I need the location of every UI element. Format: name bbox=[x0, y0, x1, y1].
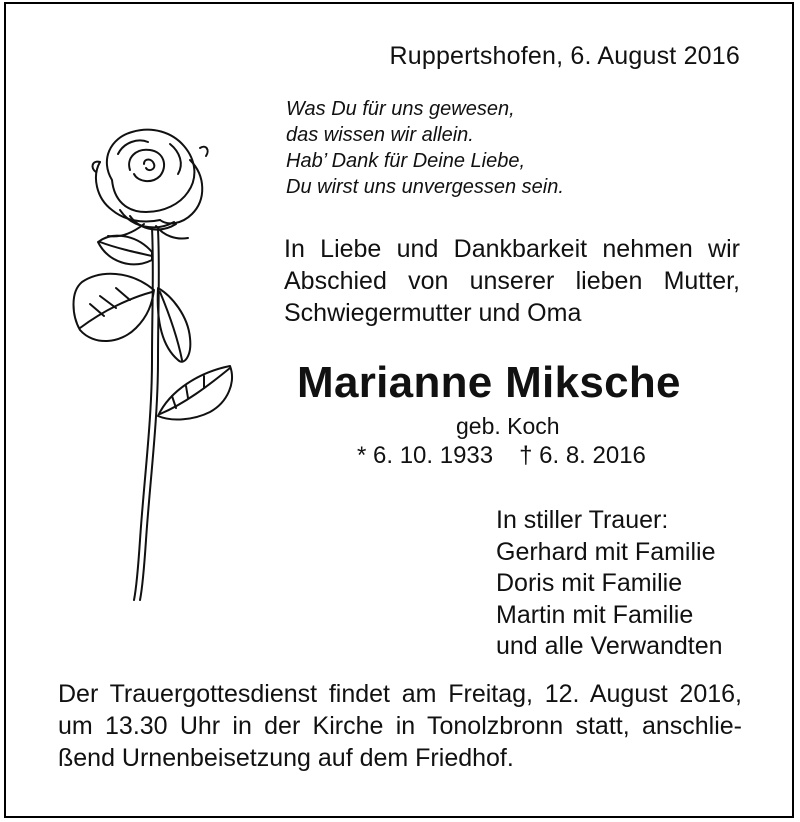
poem-line: das wissen wir allein. bbox=[286, 124, 474, 146]
mourners-heading: In stiller Trauer: bbox=[496, 506, 669, 534]
intro-line: Abschied von unserer lieben Mutter, bbox=[284, 267, 740, 295]
life-dates bbox=[357, 442, 646, 470]
place-date: Ruppertshofen, 6. August 2016 bbox=[389, 42, 740, 70]
intro-line: Schwiegermutter und Oma bbox=[284, 299, 582, 327]
mourners-list bbox=[496, 505, 723, 663]
poem-line: Du wirst uns unvergessen sein. bbox=[286, 176, 564, 198]
maiden-name: geb. Koch bbox=[456, 413, 560, 439]
service-line: um 13.30 Uhr in der Kirche in Tonolzbronn statt, anschlie- bbox=[58, 712, 742, 740]
poem-line: Hab’ Dank für Deine Liebe, bbox=[286, 150, 526, 172]
birth-date: * 6. 10. 1933 bbox=[357, 442, 494, 469]
intro-line: In Liebe und Dankbarkeit nehmen wir bbox=[284, 235, 740, 263]
service-line: Der Trauergottesdienst findet am Freitag, 12. August 2016, bbox=[58, 680, 742, 708]
service-info bbox=[58, 678, 742, 774]
mourner-line: Doris mit Familie bbox=[496, 569, 683, 597]
poem-line: Was Du für uns gewesen, bbox=[286, 98, 515, 120]
service-line: ßend Urnenbeisetzung auf dem Friedhof. bbox=[58, 744, 514, 772]
intro-text bbox=[284, 233, 740, 329]
deceased-name: Marianne Miksche bbox=[297, 358, 681, 407]
mourner-line: Martin mit Familie bbox=[496, 600, 694, 629]
mourner-line: und alle Verwandten bbox=[496, 632, 723, 660]
rose-drawing-icon bbox=[60, 120, 250, 610]
poem bbox=[286, 96, 564, 200]
death-date: † 6. 8. 2016 bbox=[519, 442, 646, 469]
mourner-line: Gerhard mit Familie bbox=[496, 537, 716, 566]
